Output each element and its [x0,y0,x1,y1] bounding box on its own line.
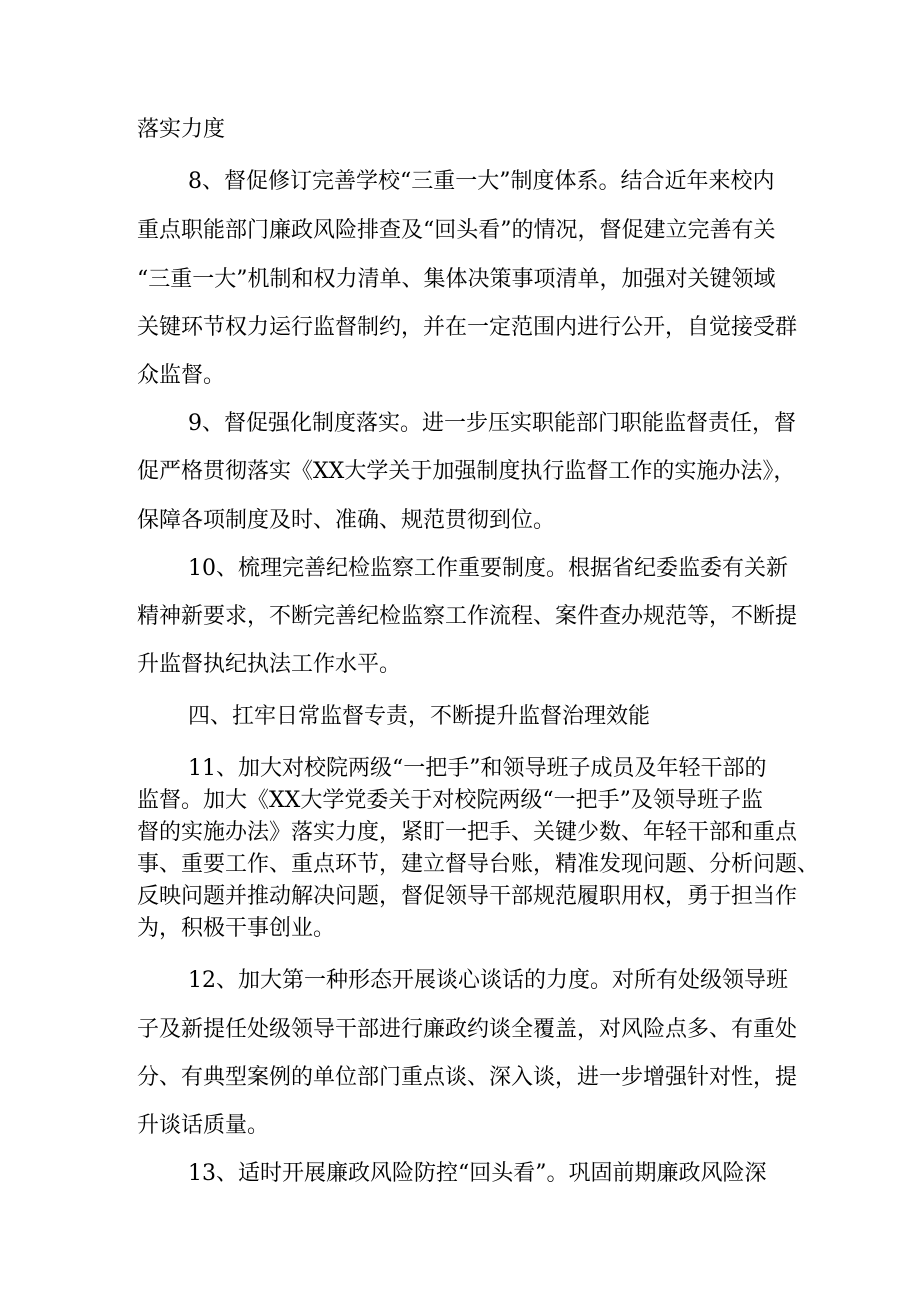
text-line: 8、督促修订完善学校“三重一大”制度体系。结合近年来校内 [188,169,775,194]
text-line: 升监督执纪执法工作水平。 [137,652,402,677]
text-line: 分、有典型案例的单位部门重点谈、深入谈，进一步增强针对性，提 [137,1065,798,1090]
text-line: 反映问题并推动解决问题，督促领导干部规范履职用权，勇于担当作 [137,884,798,909]
text-line: 事、重要工作、重点环节，建立督导台账，精准发现问题、分析问题、 [137,852,820,877]
text-line: 督的实施办法》落实力度，紧盯一把手、关键少数、年轻干部和重点 [137,820,798,845]
text-line: 子及新提任处级领导干部进行廉政约谈全覆盖，对风险点多、有重处 [137,1017,798,1042]
text-line: 11、加大对校院两级“一把手”和领导班子成员及年轻干部的 [188,756,767,781]
text-line: 12、加大第一种形态开展谈心谈话的力度。对所有处级领导班 [188,968,788,993]
text-line: 监督。加大《XX大学党委关于对校院两级“一把手”及领导班子监 [137,788,763,813]
text-line: 升谈话质量。 [137,1113,270,1138]
text-line: 落实力度 [137,117,226,142]
text-line: 13、适时开展廉政风险防控“回头看”。巩固前期廉政风险深 [188,1161,767,1186]
text-line: 9、督促强化制度落实。进一步压实职能部门职能监督责任，督 [188,411,796,436]
text-line: 精神新要求，不断完善纪检监察工作流程、案件查办规范等，不断提 [137,604,798,629]
text-line: 为，积极干事创业。 [137,916,336,941]
text-line: 重点职能部门廉政风险排查及“回头看”的情况，督促建立完善有关 [137,218,776,243]
text-line: “三重一大”机制和权力清单、集体决策事项清单，加强对关键领域 [137,267,776,292]
text-line: 众监督。 [137,363,226,388]
text-line: 保障各项制度及时、准确、规范贯彻到位。 [137,508,556,533]
section-heading: 四、扛牢日常监督专责，不断提升监督治理效能 [188,704,651,729]
text-line: 关键环节权力运行监督制约，并在一定范围内进行公开，自觉接受群 [137,315,798,340]
text-line: 促严格贯彻落实《XX大学关于加强制度执行监督工作的实施办法》， [137,459,796,484]
text-line: 10、梳理完善纪检监察工作重要制度。根据省纪委监委有关新 [188,556,788,581]
